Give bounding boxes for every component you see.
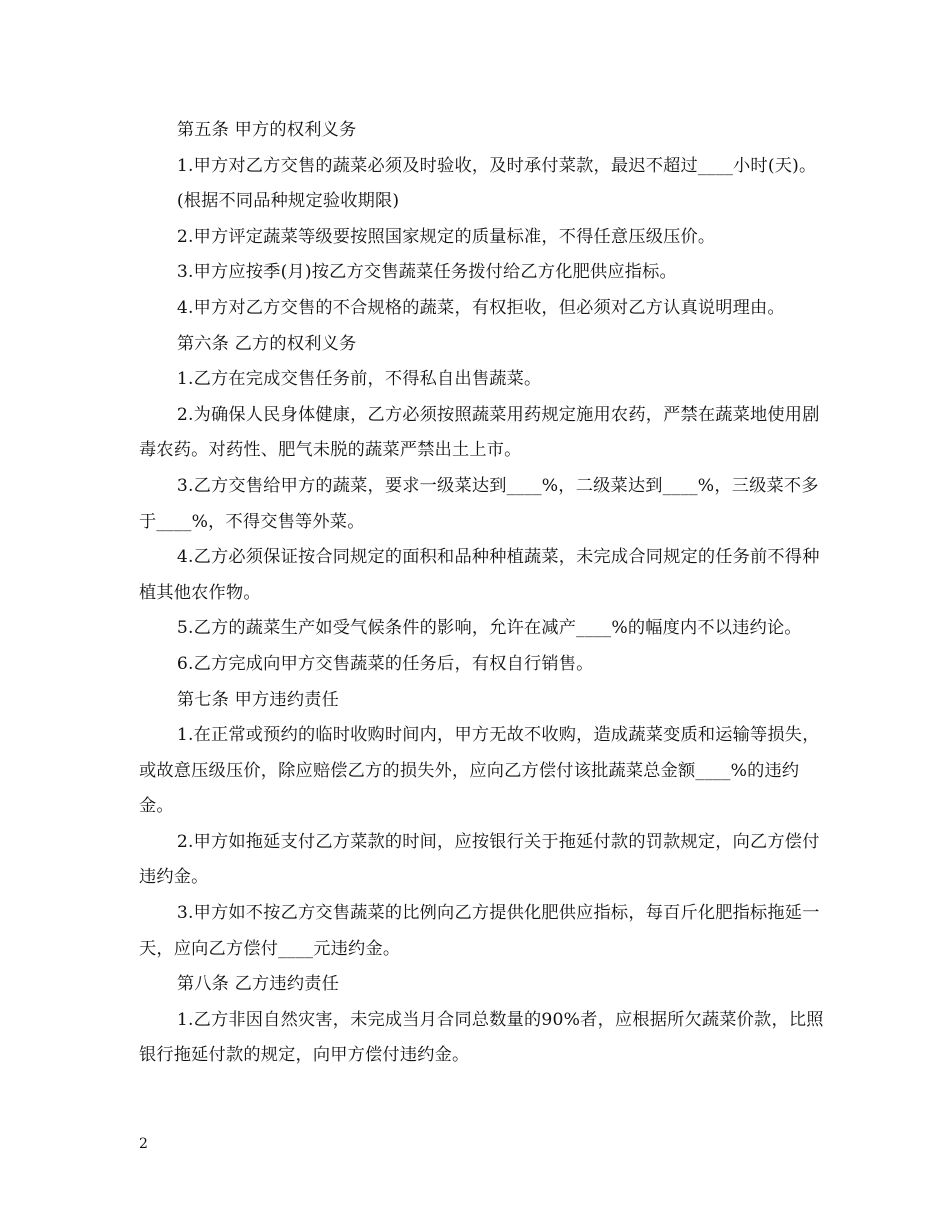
clause-6-1: 1.乙方在完成交售任务前，不得私自出售蔬菜。 — [176, 369, 542, 390]
clause-7-3: 3.甲方如不按乙方交售蔬菜的比例向乙方提供化肥供应指标，每百斤化肥指标拖延一天，应向乙方偿付____元违约金。 — [139, 903, 820, 959]
article-heading-7: 第七条 甲方违约责任 — [176, 689, 339, 710]
clause-6-5: 5.乙方的蔬菜生产如受气候条件的影响，允许在减产____%的幅度内不以违约论。 — [176, 618, 802, 639]
article-heading-8: 第八条 乙方违约责任 — [176, 974, 339, 995]
clause-7-1: 1.在正常或预约的临时收购时间内，甲方无故不收购，造成蔬菜变质和运输等损失，或故意压级压价，除应赔偿乙方的损失外，应向乙方偿付该批蔬菜总金额____%的违约金。 — [139, 725, 820, 817]
clause-5-3: 3.甲方应按季(月)按乙方交售蔬菜任务拨付给乙方化肥供应指标。 — [176, 262, 677, 283]
clause-6-6: 6.乙方完成向甲方交售蔬菜的任务后，有权自行销售。 — [176, 653, 594, 674]
document-body — [139, 113, 829, 1074]
article-heading-5: 第五条 甲方的权利义务 — [176, 120, 357, 140]
clause-5-1: 1.甲方对乙方交售的蔬菜必须及时验收，及时承付菜款，最迟不超过____小时(天)。 — [176, 155, 817, 176]
clause-8-1: 1.乙方非因自然灾害，未完成当月合同总数量的90%者，应根据所欠蔬菜价款，比照银行拖延付款的规定，向甲方偿付违约金。 — [139, 1009, 824, 1066]
clause-6-4: 4.乙方必须保证按合同规定的面积和品种种植蔬菜，未完成合同规定的任务前不得种植其他农作物。 — [139, 547, 820, 603]
clause-5-2: 2.甲方评定蔬菜等级要按照国家规定的质量标准，不得任意压级压价。 — [176, 226, 716, 247]
clause-6-3: 3.乙方交售给甲方的蔬菜，要求一级菜达到____%，二级菜达到____%，三级菜不多于____%，不得交售等外菜。 — [139, 475, 819, 532]
clause-6-2: 2.为确保人民身体健康，乙方必须按照蔬菜用药规定施用农药，严禁在蔬菜地使用剧毒农药。对药性、肥气未脱的蔬菜严禁出土上市。 — [139, 404, 820, 461]
clause-5-note: (根据不同品种规定验收期限) — [176, 191, 400, 212]
page-number: 2 — [139, 1136, 148, 1152]
article-heading-6: 第六条 乙方的权利义务 — [176, 333, 357, 354]
clause-7-2: 2.甲方如拖延支付乙方菜款的时间，应按银行关于拖延付款的罚款规定，向乙方偿付违约金。 — [139, 831, 820, 888]
clause-5-4: 4.甲方对乙方交售的不合规格的蔬菜，有权拒收，但必须对乙方认真说明理由。 — [176, 297, 785, 318]
